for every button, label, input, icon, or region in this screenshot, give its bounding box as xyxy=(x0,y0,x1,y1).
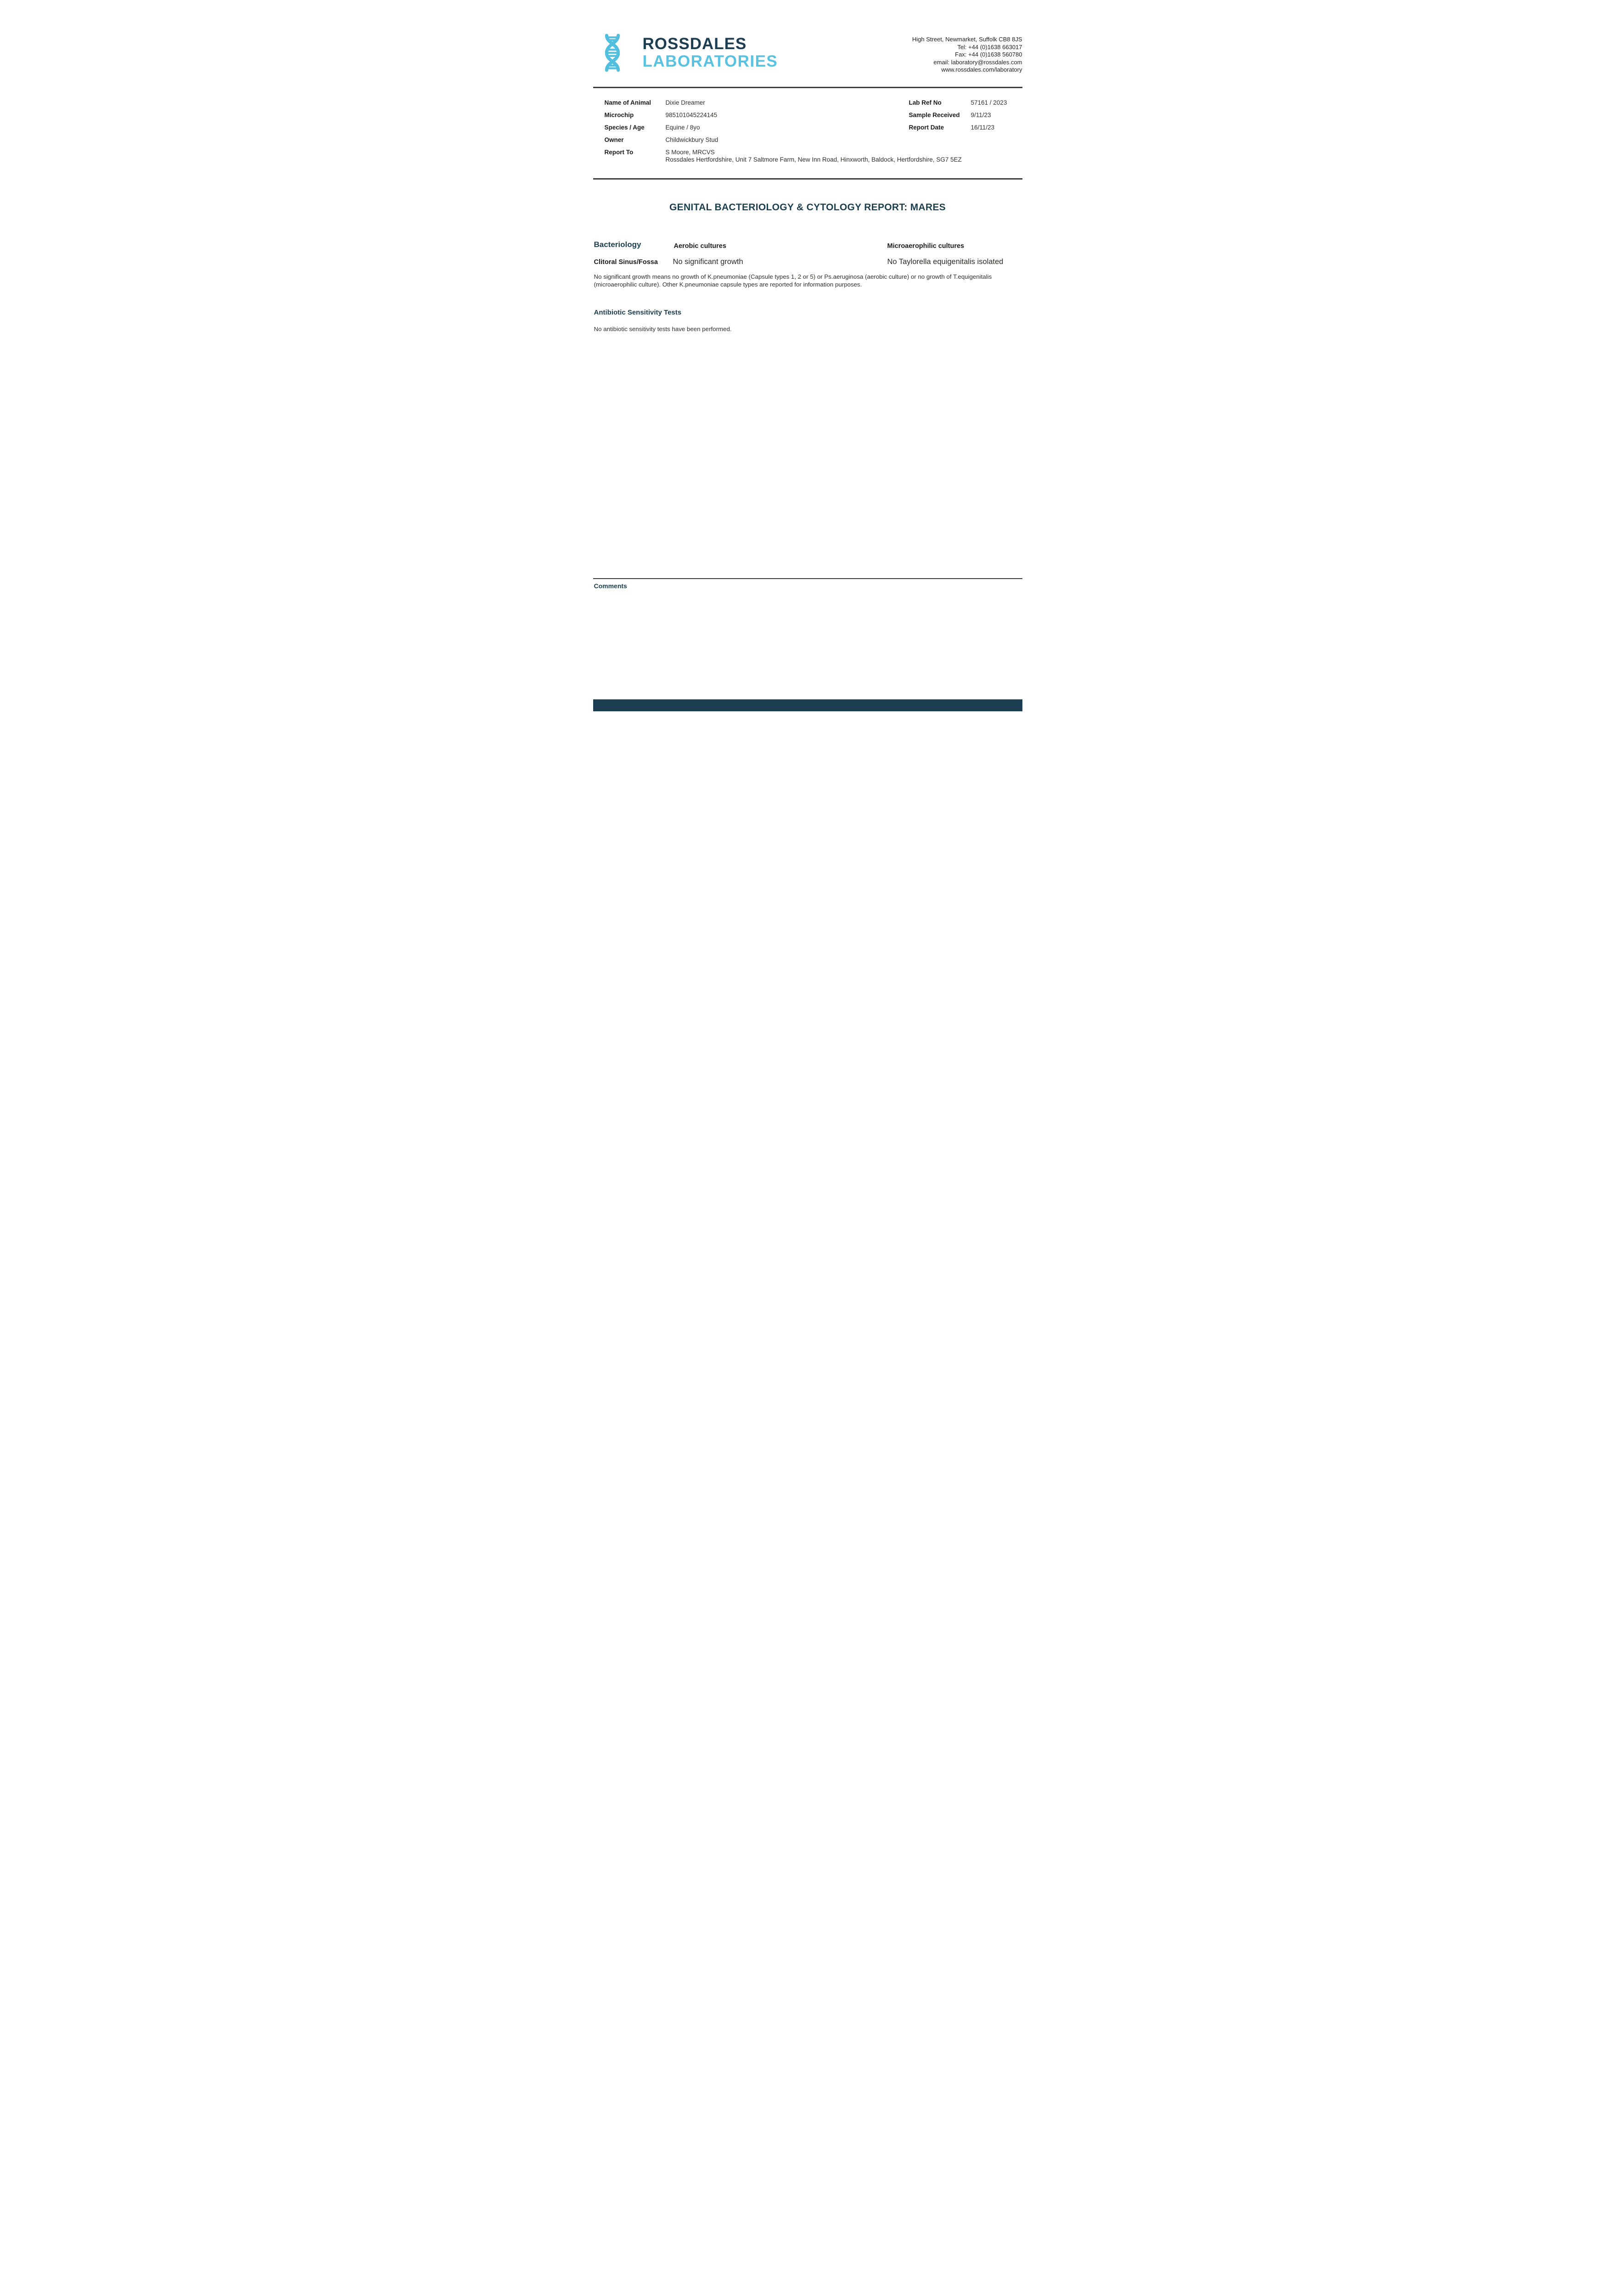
divider-comments xyxy=(593,578,1022,579)
info-label: Lab Ref No xyxy=(909,99,942,106)
info-value: Childwickbury Stud xyxy=(665,136,718,143)
bacteriology-note: No significant growth means no growth of K.pneumoniae (Capsule types 1, 2 or 5) or Ps.aeruginosa (aerobic culture) or no growth of T.equigenitalis (microaerophilic culture). Other K.pneumoniae capsule types are reported for information purposes. xyxy=(594,273,992,288)
animal-info-block xyxy=(593,99,1022,169)
info-row-owner xyxy=(605,136,1022,144)
antibiotic-sensitivity-text: No antibiotic sensitivity tests have been performed. xyxy=(594,326,732,332)
info-label: Owner xyxy=(604,136,624,143)
animal-info-right xyxy=(909,99,1024,136)
info-value xyxy=(666,149,962,163)
info-row-lab-ref xyxy=(909,99,1024,107)
info-label: Name of Animal xyxy=(604,99,651,106)
info-value: Dixie Dreamer xyxy=(665,99,705,106)
info-value: Equine / 8yo xyxy=(665,124,700,131)
aerobic-result-value: No significant growth xyxy=(673,258,743,266)
aerobic-cultures-column-header: Aerobic cultures xyxy=(673,242,726,250)
lab-tel: Tel: +44 (0)1638 663017 xyxy=(957,43,1022,51)
microaerophilic-cultures-column-header: Microaerophilic cultures xyxy=(887,242,965,250)
info-label: Species / Age xyxy=(604,124,645,131)
dna-helix-icon xyxy=(593,32,632,73)
antibiotic-sensitivity-heading: Antibiotic Sensitivity Tests xyxy=(594,309,682,316)
comments-heading: Comments xyxy=(594,582,627,590)
info-row-report-to xyxy=(605,149,1022,163)
lab-email: email: laboratory@rossdales.com xyxy=(933,58,1022,66)
info-row-report-date xyxy=(909,124,1024,131)
page-title: GENITAL BACTERIOLOGY & CYTOLOGY REPORT: MARES xyxy=(669,202,946,213)
lab-fax: Fax: +44 (0)1638 560780 xyxy=(955,51,1022,58)
clitoral-sinus-fossa-label: Clitoral Sinus/Fossa xyxy=(594,259,658,266)
microaerophilic-result-value: No Taylorella equigenitalis isolated xyxy=(887,258,1004,266)
info-value: 57161 / 2023 xyxy=(971,99,1007,106)
lab-website: www.rossdales.com/laboratory xyxy=(941,66,1022,73)
lab-address: High Street, Newmarket, Suffolk CB8 8JS xyxy=(912,36,1022,43)
brand-logo xyxy=(593,32,778,73)
divider-info-bottom xyxy=(593,178,1022,180)
info-label: Sample Received xyxy=(909,112,960,118)
divider-top xyxy=(593,87,1022,88)
brand-name-bottom: LABORATORIES xyxy=(642,52,778,70)
info-value: 985101045224145 xyxy=(665,112,718,118)
report-to-line1: S Moore, MRCVS xyxy=(665,149,715,156)
footer-bar xyxy=(593,699,1022,711)
info-label: Report To xyxy=(604,149,634,156)
lab-contact-block xyxy=(912,32,1022,74)
info-label: Microchip xyxy=(604,112,634,118)
bacteriology-heading: Bacteriology xyxy=(594,240,641,249)
info-row-sample-received xyxy=(909,112,1024,119)
brand-wordmark xyxy=(643,35,778,71)
info-label: Report Date xyxy=(909,124,944,131)
header xyxy=(593,32,1022,74)
report-to-line2: Rossdales Hertfordshire, Unit 7 Saltmore Farm, New Inn Road, Hinxworth, Baldock, Hertfordshire, SG7 5EZ xyxy=(665,156,962,163)
brand-name-top: ROSSDALES xyxy=(642,34,747,53)
report-page xyxy=(559,0,1064,715)
info-value: 9/11/23 xyxy=(971,112,991,118)
info-value: 16/11/23 xyxy=(971,124,995,131)
